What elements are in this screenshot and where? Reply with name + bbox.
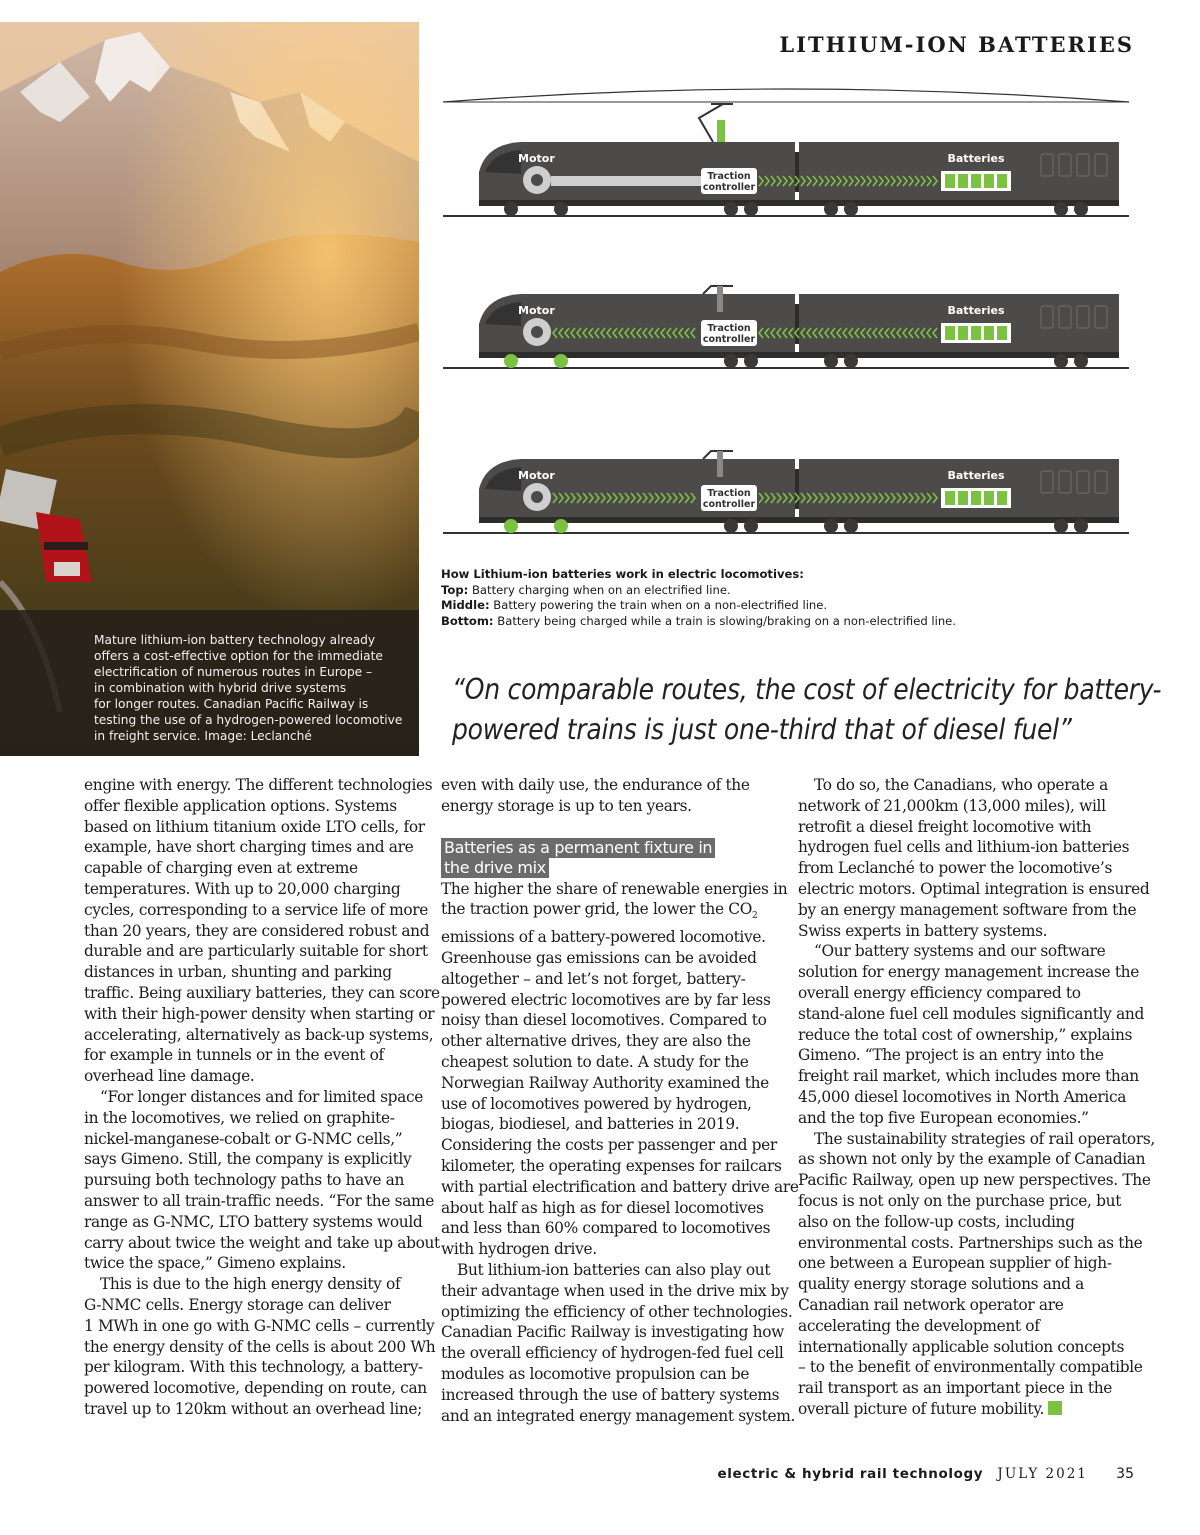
battery-cell [945,491,955,505]
body-line: rail transport as an important piece in the [798,1379,1113,1398]
body-line: distances in urban, shunting and parking [84,963,392,982]
body-line: electric motors. Optimal integration is ensured [798,879,1150,898]
wheel [504,354,518,368]
motor-hub [531,326,543,338]
body-line: capable of charging even at extreme [84,859,358,878]
battery-cell [958,491,968,505]
body-line: Greenhouse gas emissions can be avoided [441,949,757,968]
end-of-article-mark [1048,1401,1062,1415]
body-line: energy storage is up to ten years. [441,796,692,815]
body-line: focus is not only on the purchase price, but [798,1191,1122,1210]
wheel [724,519,738,533]
batteries-label: Batteries [947,469,1005,482]
caption-middle-text: Battery powering the train when on a non-electrified line. [489,598,828,612]
wheel [724,354,738,368]
wheel [554,202,568,216]
body-line: hydrogen fuel cells and lithium-ion batteries [798,838,1130,857]
body-line: To do so, the Canadians, who operate a [814,776,1108,794]
wheel [1074,354,1088,368]
body-line: pursuing both technology paths to have an [84,1171,405,1190]
caption-top-label: Top: [441,582,469,597]
battery-cell [958,174,968,188]
body-line: 1 MWh in one go with G-NMC cells – currently [84,1316,435,1335]
mountain-train-photo [0,22,419,756]
batteries-label: Batteries [947,304,1005,317]
body-line: twice the space,” Gimeno explains. [84,1254,346,1273]
page-number: 35 [1116,1466,1134,1482]
wheel [1074,519,1088,533]
article-column-3 [798,775,1155,1420]
wheel [554,354,568,368]
body-line: “For longer distances and for limited space [100,1087,424,1106]
body-line: Swiss experts in battery systems. [798,921,1048,940]
body-line: noisy than diesel locomotives. Compared to [441,1011,767,1030]
body-line: from Leclanché to power the locomotive’s [798,859,1113,878]
body-line: accelerating, alternatively as back-up systems, [84,1025,434,1044]
body-line: and an integrated energy management system. [441,1406,796,1425]
train-diagram-bottom [443,451,1129,533]
wheel [1054,354,1068,368]
overhead-wire [443,89,1129,102]
body-line: increased through the use of battery systems [441,1385,780,1404]
body-line: traffic. Being auxiliary batteries, they can score [84,983,440,1002]
pull-quote-line: “On comparable routes, the cost of electricity for battery- [452,673,1162,706]
body-line: temperatures. With up to 20,000 charging [84,879,401,898]
body-line: than 20 years, they are considered robust and [84,921,430,940]
battery-cell [997,491,1007,505]
traction-controller-label: controller [702,499,756,510]
body-line: retrofit a diesel freight locomotive with [798,817,1092,836]
body-line: use of locomotives powered by hydrogen, [441,1094,752,1113]
body-line: overall energy efficiency compared to [798,983,1081,1002]
underframe [479,200,1119,206]
wheel [1074,202,1088,216]
subheading-line: Batteries as a permanent fixture in [444,837,713,857]
body-line: emissions of a battery-powered locomotive. [441,928,766,947]
wheel [844,202,858,216]
body-line: accelerating the development of [798,1316,1040,1335]
body-line: overall picture of future mobility. [798,1399,1045,1418]
battery-cell [958,326,968,340]
body-line: for example in tunnels or in the event of [84,1046,384,1065]
body-line: 45,000 diesel locomotives in North America [798,1087,1127,1106]
body-line: durable and are particularly suitable for short [84,942,428,961]
battery-cell [984,326,994,340]
body-line: also on the follow-up costs, including [798,1212,1075,1231]
body-line: freight rail market, which includes more than [798,1067,1139,1086]
battery-cell [945,326,955,340]
wheel [504,519,518,533]
wheel [1054,519,1068,533]
motor-label: Motor [518,469,555,482]
body-line: answer to all train-traffic needs. “For the same [84,1191,435,1210]
body-line: says Gimeno. Still, the company is explicitly [84,1150,412,1169]
body-line: biogas, biodiesel, and batteries in 2019. [441,1115,740,1134]
battery-cell [971,491,981,505]
wheel [554,519,568,533]
body-line: reduce the total cost of ownership,” explains [798,1025,1133,1044]
battery-cell [984,491,994,505]
traction-controller-label: Traction [707,488,751,499]
body-line: the energy density of the cells is about 200 Wh [84,1337,436,1356]
page-footer [718,1466,1134,1482]
body-line: carry about twice the weight and take up about [84,1233,440,1252]
body-line: quality energy storage solutions and a [798,1275,1084,1294]
body-line: stand-alone fuel cell modules significantly and [798,1004,1144,1023]
figure-caption [441,567,1141,629]
pull-quote-line: powered trains is just one-third that of diesel fuel” [452,713,1072,746]
body-line: altogether – and let’s not forget, battery- [441,969,746,988]
body-line: even with daily use, the endurance of the [441,776,750,794]
batteries-label: Batteries [947,152,1005,165]
body-line: engine with energy. The different technologies [84,776,433,794]
battery-cell [997,326,1007,340]
body-line: by an energy management software from the [798,900,1137,919]
body-line: modules as locomotive propulsion can be [441,1365,750,1383]
body-line: The higher the share of renewable energies in [441,879,788,898]
battery-cell [971,326,981,340]
body-line: nickel-manganese-cobalt or G-NMC cells,” [84,1129,403,1148]
body-line: Canadian Pacific Railway is investigating how [441,1323,784,1342]
figure-caption-title: How Lithium-ion batteries work in electric locomotives: [441,567,804,581]
pull-quote [452,670,1162,750]
body-line: network of 21,000km (13,000 miles), will [798,796,1106,815]
motor-hub [531,491,543,503]
article-column-2 [441,775,799,1426]
train-diagram-top [443,104,1129,216]
body-line: – to the benefit of environmentally compatible [798,1358,1143,1377]
body-line: based on lithium titanium oxide LTO cells, for [84,817,425,836]
photo-caption: Mature lithium-ion battery technology already offers a cost-effective option for the immediate electrification of numerous routes in Europe – in combination with hybrid drive systems for longer routes. Canadian Pacific Railway is testing the use of a hydrogen-powered locomotive in freight service. Image: Leclanché [94,633,403,743]
caption-middle-label: Middle: [441,598,490,612]
body-line: example, have short charging times and are [84,838,414,857]
body-line: cycles, corresponding to a service life of more [84,900,428,919]
motor-hub [531,174,543,186]
body-line: Norwegian Railway Authority examined the [441,1073,769,1092]
body-line: with partial electrification and battery drive are [441,1177,799,1196]
body-line: and the top five European economies.” [798,1108,1089,1127]
subheading-line: the drive mix [444,858,546,878]
body-line: Considering the costs per passenger and per [441,1136,777,1155]
motor-label: Motor [518,304,555,317]
wheel [824,519,838,533]
subheading [441,838,715,858]
body-line: as shown not only by the example of Canadian [798,1150,1146,1169]
wheel [744,202,758,216]
body-line: other alternative drives, they are also the [441,1032,751,1051]
body-line: Canadian rail network operator are [798,1295,1064,1314]
body-line: cheapest solution to date. A study for the [441,1053,749,1072]
body-line: Gimeno. “The project is an entry into the [798,1046,1104,1065]
body-line: with hydrogen drive. [441,1240,597,1259]
body-line: “Our battery systems and our software [814,942,1106,961]
body-line: overhead line damage. [84,1067,255,1086]
body-line: and less than 60% compared to locomotives [441,1219,771,1238]
body-line: G-NMC cells. Energy storage can deliver [84,1295,391,1314]
wheel [844,354,858,368]
wheel [744,354,758,368]
battery-cell [984,174,994,188]
subheading [441,858,549,878]
body-line: per kilogram. With this technology, a battery- [84,1358,423,1377]
body-line: This is due to the high energy density of [100,1275,401,1294]
body-line: the overall efficiency of hydrogen-fed fuel cell [441,1344,784,1363]
body-line: optimizing the efficiency of other technologies. [441,1302,793,1321]
body-line: powered locomotive, depending on route, can [84,1379,427,1398]
body-line: solution for energy management increase the [798,963,1139,982]
section-title: LITHIUM-ION BATTERIES [779,32,1134,57]
body-line: in the locomotives, we relied on graphite- [84,1108,395,1127]
battery-cell [971,174,981,188]
body-line: their advantage when used in the drive mix by [441,1281,789,1300]
battery-locomotive-diagram [441,82,1131,552]
train-diagram-middle [443,286,1129,368]
body-line: kilometer, the operating expenses for railcars [441,1157,782,1176]
body-line: Pacific Railway, open up new perspectives. The [798,1171,1151,1190]
photo-caption-box [0,610,419,756]
power-feed [717,286,723,312]
motor-label: Motor [518,152,555,165]
wheel [1054,202,1068,216]
body-line: powered electric locomotives are by far less [441,990,771,1009]
wheel [504,202,518,216]
wheel [844,519,858,533]
power-line [551,176,701,186]
body-line: the traction power grid, the lower the $CO_2$ [441,900,758,922]
traction-controller-label: controller [702,334,756,345]
body-line: range as G-NMC, LTO battery systems would [84,1212,423,1231]
article-column-1 [84,775,440,1420]
underframe [479,352,1119,358]
battery-cell [945,174,955,188]
traction-controller-label: Traction [707,171,751,182]
caption-top-text: Battery charging when on an electrified line. [468,582,731,597]
publication-name: electric & hybrid rail technology [717,1466,984,1482]
wheel [824,202,838,216]
underframe [479,517,1119,523]
wheel [824,354,838,368]
body-line: internationally applicable solution concepts [798,1337,1124,1356]
body-line: about half as high as for diesel locomotives [441,1198,764,1217]
body-line: environmental costs. Partnerships such as the [798,1233,1143,1252]
wheel [744,519,758,533]
battery-cell [997,174,1007,188]
body-line: with their high-power density when starting or [84,1004,435,1023]
body-line: travel up to 120km without an overhead line; [84,1399,422,1418]
traction-controller-label: Traction [707,323,751,334]
issue-date: JULY 2021 [997,1466,1088,1482]
body-line: But lithium-ion batteries can also play out [457,1261,771,1280]
body-line: one between a European supplier of high- [798,1254,1112,1273]
caption-bottom-label: Bottom: [441,613,494,628]
traction-controller-label: controller [702,182,756,193]
power-feed [717,451,723,477]
power-feed [717,120,725,142]
body-line: offer flexible application options. Systems [84,796,397,815]
caption-bottom-text: Battery being charged while a train is slowing/braking on a non-electrified line. [493,613,956,628]
wheel [724,202,738,216]
body-line: The sustainability strategies of rail operators, [814,1129,1155,1148]
